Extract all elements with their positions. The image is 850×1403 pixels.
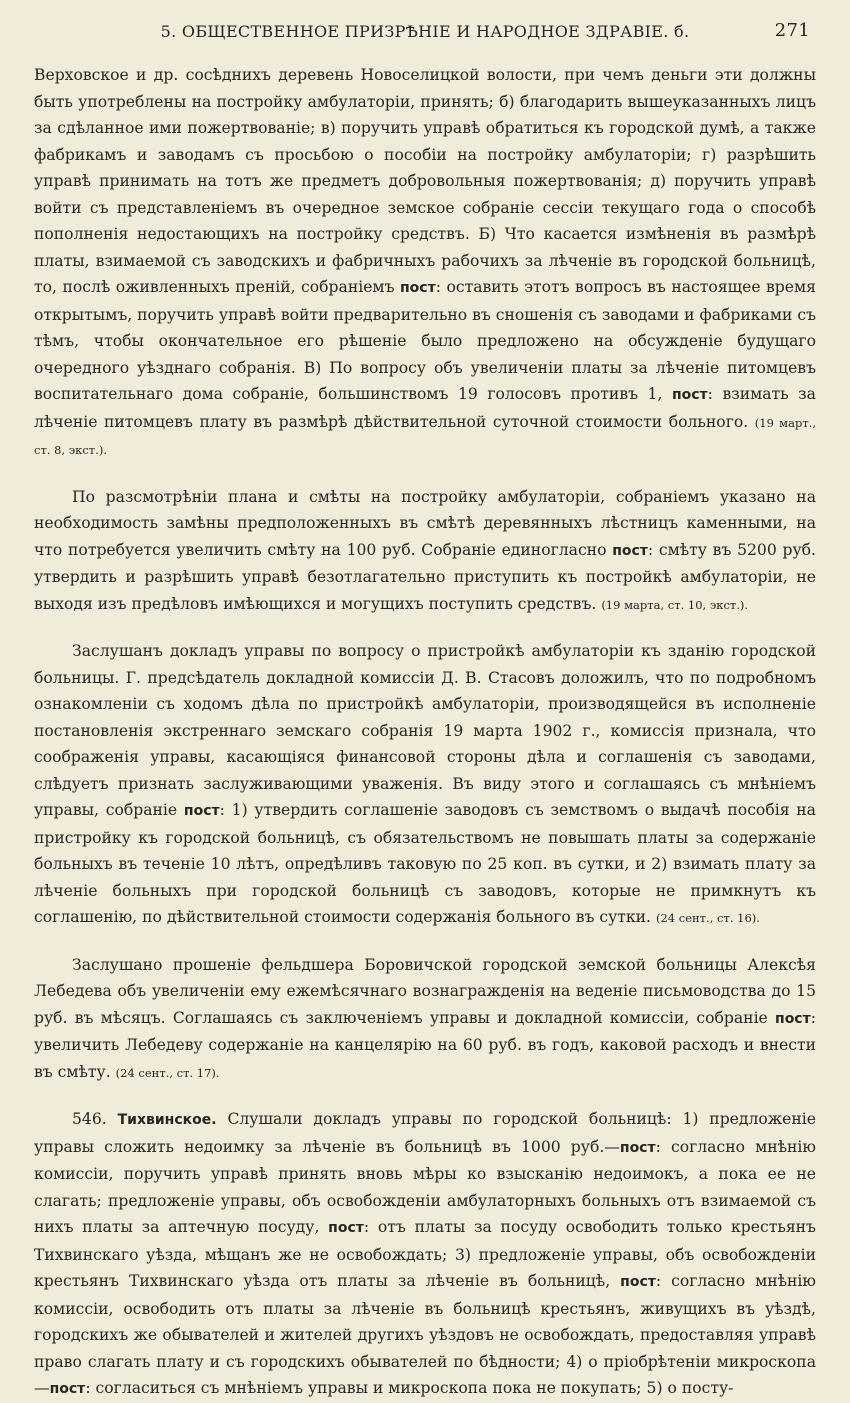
paragraph-text: Заслушанъ докладъ управы по вопросу о пристройкѣ амбулаторіи къ зданію городской больницы. Г. предсѣдатель докладной комиссіи Д. В. Стасовъ доложилъ, что по подробномъ ознакомленіи съ ходомъ дѣла по пристройкѣ амбулаторіи, производящейся въ исполненіе постановленія экстреннаго земскаго собранія 19 марта 1902 г., комиссія признала, что соображенія управы, касающіяся финансовой стороны дѣла и соглашенія съ заводами, слѣдуетъ признать заслуживающими уваженія. Въ виду этого и соглашаясь съ мнѣніемъ управы, собраніе — [34, 642, 816, 819]
source-reference: (19 март., ст. 8, экст.). — [34, 415, 816, 457]
paragraph-text: : увеличить Лебедеву содержаніе на канцелярію на 60 руб. въ годъ, каковой расходъ и внести въ смѣту. — [34, 1008, 816, 1081]
running-title: 5. ОБЩЕСТВЕННОЕ ПРИЗРѢНІЕ И НАРОДНОЕ ЗДРАВІЕ. б. — [160, 22, 690, 41]
resolution-keyword: пост — [612, 542, 648, 559]
resolution-keyword: пост — [620, 1274, 656, 1290]
resolution-keyword: пост — [619, 1139, 656, 1156]
source-reference: (24 сент., ст. 16). — [656, 911, 760, 925]
paragraph-amb-estimate — [34, 484, 816, 619]
paragraph-text: Слушали докладъ управы по городской больницѣ: 1) предложеніе управы сложить недоимку за лѣченіе въ больницѣ въ 1000 руб.— — [34, 1110, 816, 1156]
paragraph-continuation — [34, 62, 816, 464]
paragraph-text: : оставить этотъ вопросъ въ настоящее время открытымъ, поручить управѣ войти предварительно въ сношенія съ заводами и фабриками съ тѣмъ, чтобы окончательное его рѣшеніе было предложено на обсужденіе будущаго очередного уѣзднаго собранія. В) По вопросу объ увеличеніи платы за лѣченіе питомцевъ воспитательнаго дома собраніе, большинствомъ 19 голосовъ противъ 1, — [34, 278, 816, 403]
resolution-keyword: пост — [775, 1010, 811, 1027]
page-header — [34, 20, 816, 48]
source-reference: (19 марта, ст. 10, экст.). — [601, 597, 749, 612]
paragraph-tikhvin — [34, 1106, 816, 1403]
paragraph-text: : смѣту въ 5200 руб. утвердить и разрѣшить управѣ безотлагательно приступить къ постройкѣ амбулаторіи, не выходя изъ предѣловъ имѣющихся и могущихъ поступить средствъ. — [34, 540, 816, 613]
paragraph-text: : взимать за лѣченіе питомцевъ плату въ размѣрѣ дѣйствительной суточной стоимости больного. — [34, 385, 816, 431]
paragraph-text: : согласно мнѣнію комиссіи, поручить управѣ принять вновь мѣры ко взысканію недоимокъ, а пока ее не слагать; предложеніе управы, объ освобожденіи амбулаторныхъ больныхъ отъ взимаемой съ нихъ платы за аптечную посуду, — [34, 1137, 816, 1236]
district-name: Тихвинское. — [117, 1112, 217, 1128]
paragraph-text: Заслушано прошеніе фельдшера Боровичской городской земской больницы Алексѣя Лебедева объ увеличеніи ему ежемѣсячнаго вознагражденія на веденіе письмоводства до 15 руб. въ мѣсяцъ. Соглашаясь съ заключеніемъ управы и докладной комиссіи, собраніе — [34, 955, 816, 1027]
resolution-keyword: пост — [183, 803, 220, 819]
paragraph-text: : согласиться съ мнѣніемъ управы и микроскопа пока не покупать; 5) о посту- — [85, 1379, 734, 1397]
body-text — [34, 62, 816, 1403]
paragraph-text: Верховское и др. сосѣднихъ деревень Новоселицкой волости, при чемъ деньги эти должны быть употреблены на постройку амбулаторіи, принять; б) благодарить вышеуказанныхъ лицъ за сдѣланное ими пожертвованіе; в) поручить управѣ обратиться къ городской думѣ, а также фабрикамъ и заводамъ съ просьбою о пособіи на постройку амбулаторіи; г) разрѣшить управѣ принимать на тотъ же предметъ добровольныя пожертвованія; д) поручить управѣ войти съ представленіемъ въ очередное земское собраніе сессіи текущаго года о способѣ пополненія недостающихъ на постройку средствъ. Б) Что касается измѣненія въ размѣрѣ платы, взимаемой съ заводскихъ и фабричныхъ рабочихъ за лѣченіе въ городской больницѣ, то, послѣ оживленныхъ преній, собраніемъ — [34, 66, 816, 296]
paragraph-text: : отъ платы за посуду освободить только крестьянъ Тихвинскаго уѣзда, мѣщанъ же не освобождать; 3) предложеніе управы, объ освобожденіи крестьянъ Тихвинскаго уѣзда отъ платы за лѣченіе въ больницѣ, — [34, 1218, 816, 1290]
resolution-keyword: пост — [328, 1220, 364, 1236]
paragraph-text: : согласно мнѣнію комиссіи, освободить отъ платы за лѣченіе въ больницѣ крестьянъ, живущихъ въ уѣздѣ, городскихъ же обывателей и жителей другихъ уѣздовъ не освобождать, предоставляя управѣ право слагать плату и съ городскихъ обывателей по бѣдности; 4) о пріобрѣтеніи микроскопа— — [34, 1272, 816, 1397]
paragraph-feldsher-petition — [34, 952, 816, 1087]
paragraph-text: : 1) утвердить соглашеніе заводовъ съ земствомъ о выдачѣ пособія на пристройку къ городской больницѣ, съ обязательствомъ не повышать платы за содержаніе больныхъ въ теченіе 10 лѣтъ, опредѣливъ таковую по 25 коп. въ сутки, и 2) взимать плату за лѣченіе больныхъ при городской больницѣ съ заводовъ, которые не примкнутъ къ соглашенію, по дѣйствительной стоимости содержанія больного въ сутки. — [34, 801, 816, 926]
resolution-keyword: пост — [49, 1381, 86, 1397]
paragraph-amb-extension — [34, 638, 816, 932]
resolution-keyword: пост — [399, 280, 436, 296]
resolution-keyword: пост — [671, 387, 708, 403]
paragraph-text: По разсмотрѣніи плана и смѣты на постройку амбулаторіи, собраніемъ указано на необходимость замѣны предположенныхъ въ смѣтѣ деревянныхъ лѣстницъ каменными, на что потребуется увеличить смѣту на 100 руб. Собраніе единогласно — [34, 487, 816, 559]
source-reference: (24 сент., ст. 17). — [115, 1065, 220, 1080]
page-number: 271 — [774, 20, 810, 41]
entry-number: 546. — [72, 1110, 107, 1128]
